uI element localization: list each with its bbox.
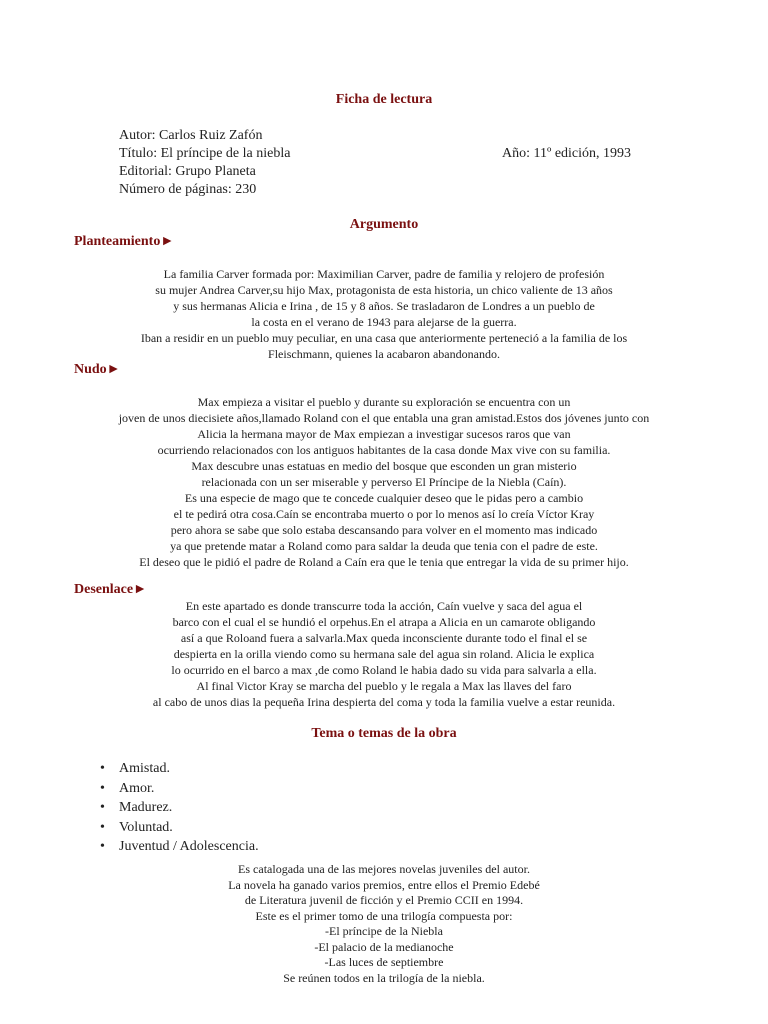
- text-line: despierta en la orilla viendo como su hermana sale del agua sin roland. Alicia le explica: [173, 647, 595, 661]
- meta-pages: Número de páginas: 230: [119, 182, 257, 197]
- list-item: • Madurez.: [100, 798, 259, 818]
- meta-year: Año: 11º edición, 1993: [502, 146, 632, 161]
- text-line: -El palacio de la medianoche: [314, 939, 454, 954]
- text-line: barco con el cual el se hundió el orpehus.En el atrapa a Alicia en un camarote obligando: [172, 615, 596, 629]
- text-line: ocurriendo relacionados con los antiguos habitantes de la casa donde Max vive con su familia.: [157, 443, 611, 457]
- text-line: En este apartado es donde transcurre toda la acción, Caín vuelve y saca del agua el: [185, 599, 583, 613]
- text-line: el te pedirá otra cosa.Caín se encontraba muerto o por lo menos así lo creía Víctor Kray: [173, 507, 595, 521]
- list-item: • Amor.: [100, 779, 259, 799]
- text-line: ya que pretende matar a Roland como para saldar la deuda que tenia con el padre de este.: [170, 539, 598, 553]
- temas-heading: Tema o temas de la obra: [311, 726, 457, 741]
- meta-author: Autor: Carlos Ruiz Zafón: [119, 128, 263, 143]
- text-line: -El príncipe de la Niebla: [325, 924, 443, 938]
- text-line: y sus hermanas Alicia e Irina , de 15 y 8 años. Se trasladaron de Londres a un pueblo de: [173, 299, 595, 313]
- desenlace-label: Desenlace►: [74, 582, 147, 597]
- text-line: La novela ha ganado varios premios, entre ellos el Premio Edebé: [228, 877, 540, 892]
- text-line: El deseo que le pidió el padre de Roland a Caín era que le tenia que entregar la vida de su primer hijo.: [139, 555, 629, 569]
- text-line: lo ocurrido en el barco a max ,de como Roland le habia dado su vida para salvarla a ella.: [171, 663, 597, 677]
- planteamiento-text: [40, 266, 728, 362]
- list-item: • Amistad.: [100, 759, 259, 779]
- text-line: La familia Carver formada por: Maximilian Carver, padre de familia y relojero de profesión: [163, 267, 605, 281]
- text-line: Se reúnen todos en la trilogía de la niebla.: [283, 970, 485, 985]
- text-line: Iban a residir en un pueblo muy peculiar, en una casa que anteriormente perteneció a la familia de los: [140, 331, 628, 345]
- planteamiento-label: Planteamiento►: [74, 234, 175, 249]
- document-title: Ficha de lectura: [335, 92, 433, 107]
- text-line: su mujer Andrea Carver,su hijo Max, protagonista de esta historia, un chico valiente de 13 años: [155, 283, 613, 297]
- text-line: pero ahora se sabe que solo estaba descansando para volver en el momento mas indicado: [170, 523, 598, 537]
- list-item: • Juventud / Adolescencia.: [100, 837, 259, 857]
- text-line: Alicia la hermana mayor de Max empiezan a investigar sucesos raros que van: [197, 427, 571, 441]
- text-line: así a que Roloand fuera a salvarla.Max queda inconsciente durante todo el final el se: [180, 631, 588, 645]
- text-line: Este es el primer tomo de una trilogía compuesta por:: [255, 908, 513, 923]
- list-item: • Voluntad.: [100, 818, 259, 838]
- text-line: -Las luces de septiembre: [324, 955, 444, 969]
- text-line: joven de unos diecisiete años,llamado Roland con el que entabla una gran amistad.Estos dos jóvenes junto con: [118, 411, 650, 425]
- closing-text: [0, 862, 768, 986]
- meta-publisher: Editorial: Grupo Planeta: [119, 164, 256, 179]
- text-line: la costa en el verano de 1943 para alejarse de la guerra.: [251, 315, 517, 329]
- text-line: al cabo de unos dias la pequeña Irina despierta del coma y toda la familia vuelve a estar reunida.: [152, 695, 616, 709]
- text-line: Al final Victor Kray se marcha del pueblo y le regala a Max las llaves del faro: [196, 679, 572, 693]
- desenlace-text: [40, 598, 728, 710]
- text-line: Fleischmann, quienes la acabaron abandonando.: [268, 347, 500, 361]
- text-line: Max empieza a visitar el pueblo y durante su exploración se encuentra con un: [197, 395, 571, 409]
- temas-list: [100, 759, 259, 857]
- nudo-text: [40, 394, 728, 570]
- nudo-label: Nudo►: [74, 362, 121, 377]
- meta-title: Título: El príncipe de la niebla: [119, 146, 291, 161]
- text-line: relacionada con un ser miserable y perverso El Príncipe de la Niebla (Caín).: [201, 475, 567, 489]
- text-line: de Literatura juvenil de ficción y el Premio CCII en 1994.: [244, 893, 524, 907]
- text-line: Max descubre unas estatuas en medio del bosque que esconden un gran misterio: [191, 459, 577, 473]
- text-line: Es una especie de mago que te concede cualquier deseo que le pidas pero a cambio: [184, 491, 584, 505]
- argumento-heading: Argumento: [349, 217, 419, 232]
- text-line: Es catalogada una de las mejores novelas juveniles del autor.: [238, 862, 530, 876]
